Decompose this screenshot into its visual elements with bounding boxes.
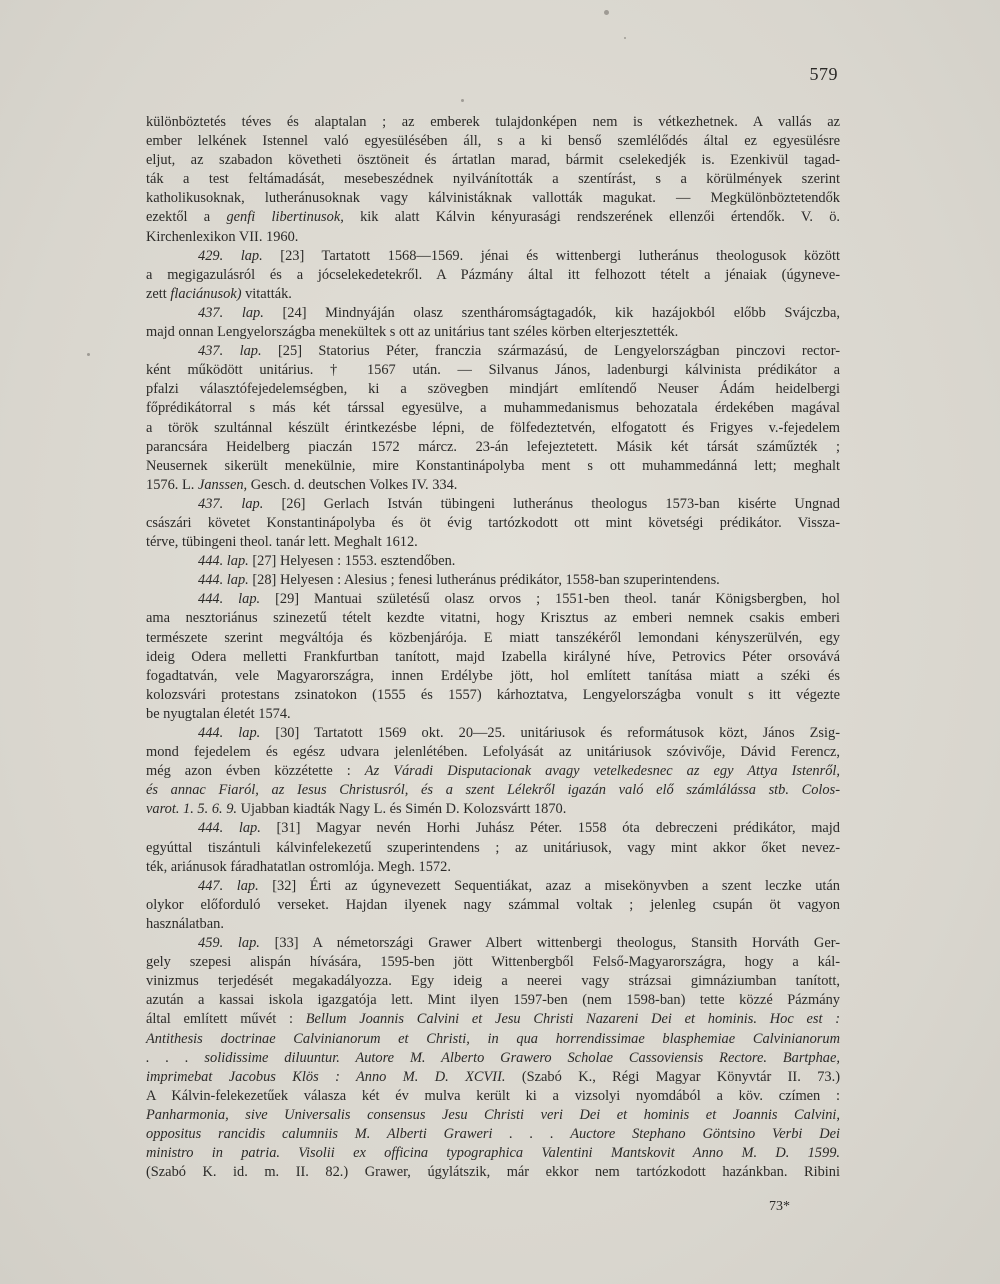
text-line [146, 285, 840, 304]
italic-run: flaciánusok) [170, 285, 242, 302]
text-line [146, 991, 840, 1010]
text-line [146, 1163, 840, 1182]
text-run: fogadtatván, vele Magyarországra, innen Erdélybe jött, hol említett tanítása miatt a széki és [146, 667, 840, 684]
text-run: még azon évben közzétette : [146, 763, 365, 780]
text-line [146, 1049, 840, 1068]
text-run: kolozsvári protestans zsinatokon (1555 és 1557) kárhoztatva, Lengyelországba vonult s itt végezte [146, 686, 840, 703]
text-run: vinizmus terjedését megakadályozza. Egy ideig a neerei vagy strázsai gimnáziumban tanított, [146, 973, 840, 990]
text-line [146, 609, 840, 628]
italic-run: és annac Fiaról, az Iesus Christusról, és a szent Lélekről igazán való elő számlálássa stb. Colos- [146, 782, 840, 799]
text-run: [32] Érti az úgynevezett Sequentiákat, azaz a misekönyvben a szent leczke után [258, 877, 840, 894]
italic-run: . . . solidissime diluuntur. Autore M. Alberto Grawero Scholae Cassoviensis Rectore. Bartphae, [146, 1049, 840, 1066]
text-run: ideig Odera melletti Frankfurtban tanított, majd Izabella királyné híve, Petrovics Péter orsovává [146, 648, 840, 665]
text-run: ezektől a [146, 209, 227, 226]
text-run: által említett művét : [146, 1011, 306, 1028]
text-line [146, 266, 840, 285]
text-run: ember lelkének Istennel való egyesülésében áll, s a ki benső szemlélődés által ez egyesülésre [146, 133, 840, 150]
italic-run: 444. lap. [198, 591, 261, 608]
text-line [146, 228, 840, 247]
italic-run: 444. lap. [198, 820, 261, 837]
text-run: [26] Gerlach István tübingeni lutheránus theologus 1573-ban kisérte Ungnad [263, 495, 840, 512]
text-line [146, 1125, 840, 1144]
text-line [146, 781, 840, 800]
text-run: Neusernek sikerült menekülnie, mire Konstantinápolyba ment s ott muhammedánná lett; meghalt [146, 457, 840, 474]
text-line [146, 552, 840, 571]
paper-speck [461, 99, 464, 102]
text-run: főprédikátorral s más két társsal egyesülve, a muhammedanismus behozatala érdekében magával [146, 400, 840, 417]
text-run: ték, ariánusok fáradhatatlan ostromlója. Megh. 1572. [146, 858, 451, 875]
text-run: természete szerint megváltója és közbenjárója. E miatt tanszékéről lemondani kényszerülvén, egy [146, 629, 840, 646]
text-line [146, 1106, 840, 1125]
italic-run: 437. lap. [198, 304, 264, 321]
text-run: [28] Helyesen : Alesius ; fenesi lutheránus prédikátor, 1558-ban szuperintendens. [248, 572, 720, 589]
text-run: pfalzi választófejedelemségben, ki a szövegben mindjárt említendő Neuser Ádám heidelbergi [146, 381, 840, 398]
paper-speck [604, 10, 609, 15]
text-run: [27] Helyesen : 1553. esztendőben. [248, 553, 456, 570]
text-line [146, 648, 840, 667]
text-run: Kirchenlexikon VII. 1960. [146, 228, 299, 245]
text-run: a török szultánnal készült érintkezésbe lépni, de fölfedeztetvén, elfogatott és Frigyes v.-fejedelem [146, 419, 840, 436]
italic-run: Panharmonia, sive Universalis consensus Jesu Christi veri Dei et hominis et Joannis Calvini, [146, 1106, 840, 1123]
text-line [146, 113, 840, 132]
italic-run: 437. lap. [198, 343, 262, 360]
text-run: használatban. [146, 915, 224, 932]
italic-run: 444. lap. [198, 572, 249, 589]
signature-mark: 73* [769, 1199, 790, 1214]
text-run: azután a kassai iskola igazgatója lett. Mint ilyen 1597-ben (nem 1598-ban) tette közzé Pázmány [146, 992, 840, 1009]
italic-run: 429. lap. [198, 247, 263, 264]
text-line [146, 323, 840, 342]
text-run: ama nesztoriánus szinezetű tételt kezdte vitatni, hogy Krisztus az emberi nemnek csakis emberi [146, 610, 840, 627]
italic-run: 447. lap. [198, 877, 259, 894]
text-run: [30] Tartatott 1569 okt. 20—25. unitáriusok és reformátusok közt, János Zsig- [260, 725, 840, 741]
text-run: majd onnan Lengyelországba menekültek s ott az unitárius tant széles körben elterjesztették. [146, 324, 679, 341]
annotation-text [146, 113, 840, 1182]
text-run: olykor előforduló verseket. Hajdan ilyenek nagy számmal voltak ; jelenleg csupán öt vagyon [146, 896, 840, 913]
text-line [146, 208, 840, 227]
text-line [146, 953, 840, 972]
text-line [146, 361, 840, 380]
text-line [146, 667, 840, 686]
text-line [146, 915, 840, 934]
text-run: [23] Tartatott 1568—1569. jénai és wittenbergi lutheránus theologusok között [262, 247, 840, 264]
text-line [146, 934, 840, 953]
italic-run: imprimebat Jacobus Klös : Anno M. D. XCVII. [146, 1068, 506, 1085]
text-run: egyúttal tiszántuli kálvinfelekezetű szuperintendens ; az unitáriusok, vagy mint akkor őket nevez- [146, 839, 840, 856]
text-line [146, 495, 840, 514]
text-run: A Kálvin-felekezetűek válasza két év mulva került ki a vizsolyi nyomdából a köv. czímen : [146, 1087, 840, 1104]
text-line [146, 629, 840, 648]
text-run: Ujabban kiadták Nagy L. és Simén D. Kolozsvártt 1870. [237, 801, 567, 818]
text-line [146, 342, 840, 361]
text-line [146, 189, 840, 208]
text-line [146, 419, 840, 438]
italic-run: varot. 1. 5. 6. 9. [146, 801, 238, 818]
text-line [146, 743, 840, 762]
text-line [146, 571, 840, 590]
text-line [146, 972, 840, 991]
text-run: [25] Statorius Péter, franczia származású, de Lengyelországban pinczovi rector- [261, 343, 840, 360]
paper-speck [624, 37, 626, 39]
text-line [146, 1010, 840, 1029]
text-run: [24] Mindnyáján olasz szentháromságtagadók, kik hazájokból előbb Svájczba, [263, 304, 840, 321]
text-run: parancsára Heidelberg piaczán 1572 márcz. 23-án lefejeztetett. Másik két társát száműzték ; [146, 438, 840, 455]
page-number: 579 [809, 64, 838, 84]
text-line [146, 247, 840, 266]
italic-run: oppositus rancidis calumniis M. Alberti Graweri . . . Auctore Stephano Göntsino Verbi Dei [146, 1125, 840, 1142]
text-run: [29] Mantuai születésű olasz orvos ; 1551-ben theol. tanár Königsbergben, hol [260, 591, 840, 608]
text-line [146, 686, 840, 705]
text-line [146, 457, 840, 476]
text-line [146, 839, 840, 858]
text-line [146, 380, 840, 399]
text-line [146, 399, 840, 418]
italic-run: 444. lap. [198, 553, 249, 570]
text-run: kik alatt Kálvin kényurasági rendszerének ellenzői értendők. V. ö. [343, 209, 841, 226]
text-line [146, 877, 840, 896]
text-line [146, 705, 840, 724]
text-run: katholikusoknak, lutheránusoknak vagy kálvinistáknak vallották magukat. — Megkülönböztetendők [146, 190, 840, 207]
text-line [146, 896, 840, 915]
italic-run: 459. lap. [198, 935, 260, 952]
text-run: a megigazulásról és a jócselekedetekről. A Pázmány által itt felhozott tételt a jénaiak (úgyneve- [146, 266, 840, 283]
text-run: ként működött unitárius. † 1567 után. — Silvanus János, ladenburgi kálvinista prédikátor a [146, 362, 840, 379]
text-run: mond fejedelem és egész udvara jelenlétében. Lefolyását az unitáriusok szóvivője, Dávid Ferencz, [146, 744, 840, 761]
italic-run: 444. lap. [198, 725, 261, 741]
text-line [146, 1068, 840, 1087]
text-run: eljut, az szabadon követheti ösztöneit és ártatlan marad, bármit cselekedjék is. Ezenkivül tagad- [146, 152, 840, 169]
italic-run: Janssen, [197, 476, 248, 493]
text-line [146, 590, 840, 609]
text-line [146, 1030, 840, 1049]
text-line [146, 724, 840, 743]
text-line [146, 533, 840, 552]
text-run: be nyugtalan életét 1574. [146, 705, 291, 722]
italic-run: Antithesis doctrinae Calvinianorum et Christi, in qua horrendissimae blasphemiae Calvinianorum [146, 1030, 840, 1047]
text-line [146, 800, 840, 819]
text-run: (Szabó K., Régi Magyar Könyvtár II. 73.) [505, 1068, 840, 1085]
text-line [146, 819, 840, 838]
text-line [146, 762, 840, 781]
text-line [146, 304, 840, 323]
text-line [146, 170, 840, 189]
text-line [146, 132, 840, 151]
text-run: [33] A németországi Grawer Albert wittenbergi theologus, Stansith Horváth Ger- [259, 935, 840, 952]
text-run: gely szepesi alispán hívására, 1595-ben jött Wittenbergből Felső-Magyarországra, hogy a kál- [146, 954, 840, 971]
text-run: ták a test feltámadását, mesebeszédnek nyilvánították a szentírást, s a körülmények szerint [146, 171, 840, 188]
italic-run: Az Váradi Disputacionak avagy vetelkedesnec az egy Attya Istenről, [364, 763, 840, 780]
italic-run: 437. lap. [198, 495, 264, 512]
text-run: Gesch. d. deutschen Volkes IV. 334. [247, 476, 458, 493]
text-line [146, 151, 840, 170]
text-run: [31] Magyar nevén Horhi Juhász Péter. 1558 óta debreczeni prédikátor, majd [260, 820, 840, 837]
text-line [146, 514, 840, 533]
italic-run: ministro in patria. Visolii ex officina typographica Valentini Mantskovit Anno M. D. 1599. [146, 1145, 840, 1162]
text-run: 1576. L. [146, 476, 198, 493]
text-run: vitatták. [241, 285, 292, 302]
text-run: (Szabó K. id. m. II. 82.) Grawer, úgylátszik, már ekkor nem tartózkodott hazánkban. Ribini [146, 1164, 840, 1181]
text-run: zett [146, 285, 171, 302]
text-line [146, 1087, 840, 1106]
paper-speck [87, 353, 90, 356]
text-run: különböztetés téves és alaptalan ; az emberek tulajdonképen nem is vétkezhetnek. A vallás az [146, 114, 840, 130]
text-run: császári követet Konstantinápolyba és öt évig tartózkodott ott mint követségi prédikátor. Vissza- [146, 514, 840, 531]
text-line [146, 1144, 840, 1163]
text-line [146, 858, 840, 877]
italic-run: genfi libertinusok, [226, 209, 344, 226]
text-run: térve, tübingeni theol. tanár lett. Meghalt 1612. [146, 534, 418, 551]
italic-run: Bellum Joannis Calvini et Jesu Christi Nazareni Dei et hominis. Hoc est : [305, 1011, 840, 1028]
text-line [146, 476, 840, 495]
text-line [146, 438, 840, 457]
